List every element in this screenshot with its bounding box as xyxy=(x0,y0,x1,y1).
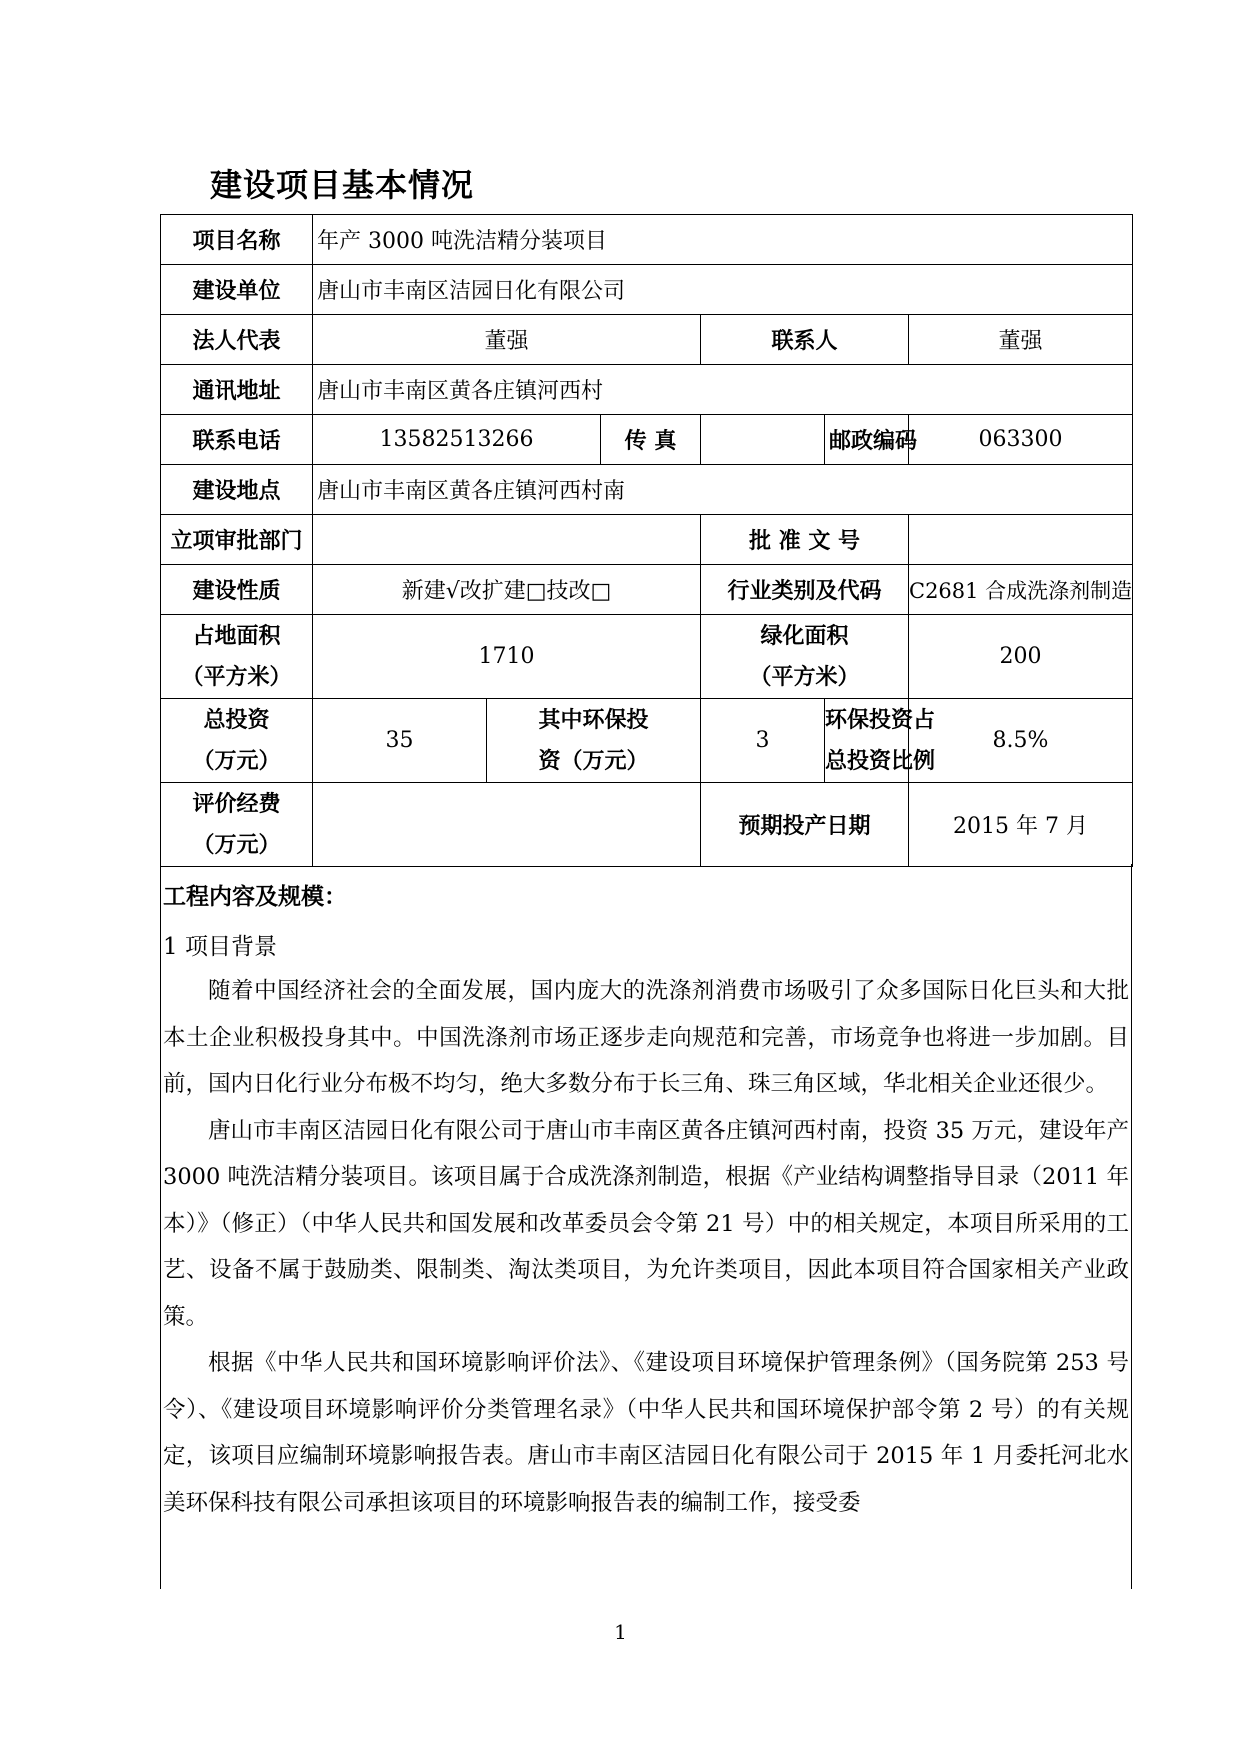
production-date-value: 2015 年 7 月 xyxy=(909,783,1133,867)
project-info-table xyxy=(160,214,1133,867)
nature-value: 新建√改扩建□技改□ xyxy=(313,565,701,615)
land-area-label xyxy=(161,615,313,699)
paragraph-background: 随着中国经济社会的全面发展，国内庞大的洗涤剂消费市场吸引了众多国际日化巨头和大批本土企业积极投身其中。中国洗涤剂市场正逐步走向规范和完善，市场竞争也将进一步加剧。目前，国内日化行业分布极不均匀，绝大多数分布于长三角、珠三角区域，华北相关企业还很少。 xyxy=(163,978,1129,1097)
green-area-value: 200 xyxy=(909,615,1133,699)
paragraph-project: 唐山市丰南区洁园日化有限公司于唐山市丰南区黄各庄镇河西村南，投资 35 万元，建设年产 3000 吨洗洁精分装项目。该项目属于合成洗涤剂制造，根据《产业结构调整指导目录（2011 年本）》（修正）（中华人民共和国发展和改革委员会令第 21 号）中的相关规定，本项目所采用的工艺、设备不属于鼓励类、限制类、淘汰类项目，为允许类项目，因此本项目符合国家相关产业政策。 xyxy=(163,1117,1129,1330)
table-row xyxy=(161,515,1133,565)
land-area-label-line1: 占地面积 xyxy=(192,623,281,649)
green-area-label-line2: （平方米） xyxy=(749,664,860,690)
postcode-value: 063300 xyxy=(909,415,1133,465)
total-investment-label-line1: 总投资 xyxy=(203,707,270,733)
fax-value xyxy=(701,415,825,465)
phone-label: 联系电话 xyxy=(161,415,313,465)
table-row xyxy=(161,699,1133,783)
eval-fee-label-line2: （万元） xyxy=(192,832,281,858)
table-row xyxy=(161,265,1133,315)
env-investment-label-line2: 资（万元） xyxy=(538,748,649,774)
page-number: 1 xyxy=(614,1620,627,1644)
builder-value: 唐山市丰南区洁园日化有限公司 xyxy=(313,265,1133,315)
env-ratio-label-line1: 环保投资占 xyxy=(825,707,936,733)
eval-fee-value xyxy=(313,783,701,867)
table-row xyxy=(161,415,1133,465)
env-ratio-value: 8.5% xyxy=(909,699,1133,783)
approval-dept-label: 立项审批部门 xyxy=(161,515,313,565)
phone-value: 13582513266 xyxy=(313,415,601,465)
postcode-label: 邮政编码 xyxy=(825,415,909,465)
section-paragraphs xyxy=(163,968,1129,1526)
section-subheading: 1 项目背景 xyxy=(163,934,277,960)
site-label: 建设地点 xyxy=(161,465,313,515)
approval-number-value xyxy=(909,515,1133,565)
total-investment-value: 35 xyxy=(313,699,487,783)
section-heading: 工程内容及规模： xyxy=(163,884,347,910)
env-investment-value: 3 xyxy=(701,699,825,783)
fax-label: 传 真 xyxy=(601,415,701,465)
table-row xyxy=(161,465,1133,515)
project-name-value: 年产 3000 吨洗洁精分装项目 xyxy=(313,215,1133,265)
env-ratio-label-line2: 总投资比例 xyxy=(825,748,936,774)
contact-label: 联系人 xyxy=(701,315,909,365)
green-area-label-line1: 绿化面积 xyxy=(760,623,849,649)
table-row xyxy=(161,365,1133,415)
address-label: 通讯地址 xyxy=(161,365,313,415)
contact-value: 董强 xyxy=(909,315,1133,365)
legal-rep-value: 董强 xyxy=(313,315,701,365)
land-area-value: 1710 xyxy=(313,615,701,699)
industry-value: C2681 合成洗涤剂制造 xyxy=(909,565,1133,615)
builder-label: 建设单位 xyxy=(161,265,313,315)
table-row xyxy=(161,783,1133,867)
table-row xyxy=(161,215,1133,265)
industry-label: 行业类别及代码 xyxy=(701,565,909,615)
table-row xyxy=(161,615,1133,699)
approval-number-label: 批 准 文 号 xyxy=(701,515,909,565)
production-date-label: 预期投产日期 xyxy=(701,783,909,867)
nature-label: 建设性质 xyxy=(161,565,313,615)
env-ratio-label xyxy=(825,699,936,783)
total-investment-label xyxy=(161,699,313,783)
paragraph-regulation: 根据《中华人民共和国环境影响评价法》、《建设项目环境保护管理条例》（国务院第 253 号令）、《建设项目环境影响评价分类管理名录》（中华人民共和国环境保护部令第 2 号）的有关规定，该项目应编制环境影响报告表。唐山市丰南区洁园日化有限公司于 2015 年 1 月委托河北水美环保科技有限公司承担该项目的环境影响报告表的编制工作，接受委 xyxy=(163,1350,1129,1516)
total-investment-label-line2: （万元） xyxy=(192,748,281,774)
address-value: 唐山市丰南区黄各庄镇河西村 xyxy=(313,365,1133,415)
site-value: 唐山市丰南区黄各庄镇河西村南 xyxy=(313,465,1133,515)
land-area-label-line2: （平方米） xyxy=(181,664,292,690)
table-row xyxy=(161,565,1133,615)
green-area-label xyxy=(701,615,909,699)
document-title: 建设项目基本情况 xyxy=(210,166,475,204)
legal-rep-label: 法人代表 xyxy=(161,315,313,365)
table-row xyxy=(161,315,1133,365)
env-investment-label xyxy=(487,699,701,783)
project-name-label: 项目名称 xyxy=(161,215,313,265)
env-investment-label-line1: 其中环保投 xyxy=(538,707,649,733)
eval-fee-label-line1: 评价经费 xyxy=(192,791,281,817)
project-content-section xyxy=(160,864,1132,1589)
approval-dept-value xyxy=(313,515,701,565)
eval-fee-label xyxy=(161,783,313,867)
